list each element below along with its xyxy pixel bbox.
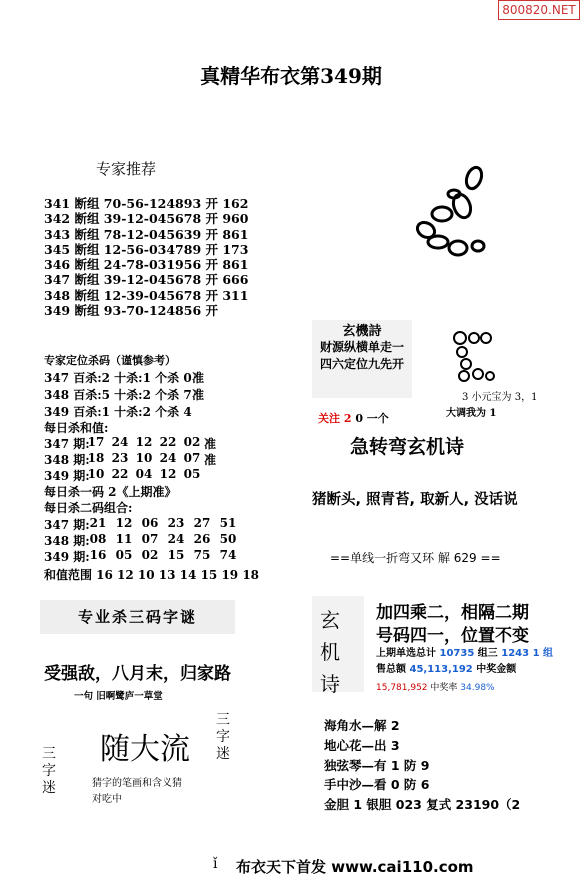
sum-kill-num: 07 (183, 451, 201, 465)
sum-kill-row (44, 451, 217, 468)
kill-code-text: 349 百杀:1 十杀:2 个杀 4 (44, 405, 192, 419)
kill-two-label: 347 期: (44, 518, 90, 532)
sum-kill-num: 02 (183, 435, 201, 449)
history-row: 348 断组 12-39-045678 开 311 (44, 287, 249, 303)
history-row: 343 断组 78-12-045639 开 861 (44, 226, 249, 242)
kill-two-num: 05 (115, 548, 133, 562)
coin-string-icon (448, 330, 508, 388)
sum-kill-row (44, 435, 217, 452)
sum-kill-label: 349 期: (44, 469, 90, 483)
kill-two-num: 50 (219, 532, 237, 546)
sum-kill-mark: 准 (204, 437, 217, 451)
xuanji-label: 玄机诗 (320, 608, 340, 696)
riddle-side-left: 三字迷 (42, 746, 56, 796)
prize-value: 15,781,952 (376, 683, 428, 693)
kill-two-row (44, 548, 237, 565)
kill-one-code: 每日杀一码 2《上期准》 (44, 485, 177, 499)
sum-kill-num: 04 (135, 467, 153, 481)
single-line-suffix: == (480, 551, 501, 565)
poem-title: 玄機詩 (342, 324, 382, 339)
ink-doodle-icon (402, 160, 494, 258)
kill-two-num: 26 (193, 532, 211, 546)
stats-row (376, 680, 495, 693)
kill-two-num: 06 (141, 516, 159, 530)
kill-two-num: 24 (167, 532, 185, 546)
kill-code-row (44, 369, 205, 386)
single-line-answer: 解 629 (437, 551, 477, 565)
kill-two-num: 15 (167, 548, 185, 562)
riddle-side-right: 三字迷 (216, 712, 230, 762)
kill-code-mark: 准 (192, 371, 205, 385)
kill-two-label: 349 期: (44, 550, 90, 564)
kill-code-row (44, 386, 205, 403)
kill-code-text: 347 百杀:2 十杀:1 个杀 0 (44, 371, 192, 385)
sum-kill-num: 22 (111, 467, 129, 481)
sum-range: 和值范围 16 12 10 13 14 15 19 18 (44, 568, 260, 582)
kill-two-row (44, 516, 237, 533)
sum-kill-label: 347 期: (44, 437, 90, 451)
kill-two-num: 75 (193, 548, 211, 562)
sum-kill-num: 24 (159, 451, 177, 465)
riddle-note-line: 对吃中 (92, 794, 122, 805)
kill-two-row (44, 532, 237, 549)
stats-row (376, 660, 516, 675)
sum-kill-row (44, 467, 201, 484)
riddle-hint: 一句 旧啊鹭庐一草堂 (74, 691, 163, 702)
kill-two-num: 51 (219, 516, 237, 530)
sales-value: 45,113,192 (409, 664, 473, 675)
kill-two-num: 16 (89, 548, 107, 562)
four-phrase: 猪断头, 照青苔, 取新人, 没话说 (312, 492, 518, 508)
kill-code-mark: 准 (192, 388, 205, 402)
rate-value: 34.98% (460, 683, 495, 693)
sum-kill-heading: 每日杀和值: (44, 421, 109, 435)
sum-kill-num: 23 (111, 451, 129, 465)
history-row: 342 断组 39-12-045678 开 960 (44, 211, 249, 227)
prize-label: 中奖金额 (476, 664, 517, 675)
stat-group-value: 1243 1 组 (501, 648, 554, 659)
kill-two-num: 08 (89, 532, 107, 546)
sum-kill-num: 12 (159, 467, 177, 481)
rate-label: 中奖率 (430, 683, 458, 693)
kill-two-label: 348 期: (44, 534, 90, 548)
kill-code-heading: 专家定位杀码（谨慎参考） (44, 354, 176, 367)
sum-kill-num: 22 (159, 435, 177, 449)
expert-history-list (44, 196, 248, 318)
footer-banner[interactable]: 布衣天下首发 www.cai110.com (236, 858, 474, 876)
kill-two-num: 27 (193, 516, 211, 530)
tip-line: 金胆 1 银胆 023 复式 23190（2 (324, 797, 521, 812)
footer-mark-icon: ǐ (213, 856, 218, 872)
sum-kill-num: 17 (87, 435, 105, 449)
kill-code-text: 348 百杀:5 十杀:2 个杀 7 (44, 388, 192, 402)
stats-row (376, 644, 553, 659)
tip-line: 独弦琴—有 1 防 9 (324, 758, 430, 773)
history-row: 347 断组 39-12-045678 开 666 (44, 272, 249, 288)
sales-label: 售总额 (376, 664, 406, 675)
follow-black: 0 一个 (355, 412, 389, 425)
sum-kill-num: 18 (87, 451, 105, 465)
kill-two-num: 23 (167, 516, 185, 530)
sum-kill-label: 348 期: (44, 453, 90, 467)
note-a: 3 小元宝为 3，1 (462, 392, 538, 403)
history-row: 341 断组 70-56-124893 开 162 (44, 196, 249, 211)
riddle-note (92, 776, 182, 808)
riddle-note-line: 猜字的笔画和含义猜 (92, 778, 182, 789)
sum-kill-num: 10 (87, 467, 105, 481)
tip-line: 手中沙—看 0 防 6 (324, 777, 430, 792)
kill-two-num: 21 (89, 516, 107, 530)
page-title: 真精华布衣第349期 (200, 64, 382, 88)
big-riddle: 随大流 (100, 732, 190, 767)
sum-kill-mark: 准 (204, 453, 217, 467)
kill-two-num: 11 (115, 532, 133, 546)
sum-kill-num: 12 (135, 435, 153, 449)
sum-kill-num: 10 (135, 451, 153, 465)
follow-red: 关注 2 (318, 412, 352, 425)
sum-kill-num: 05 (183, 467, 201, 481)
kill-two-num: 02 (141, 548, 159, 562)
riddle-heading: 专业杀三码字谜 (77, 608, 197, 626)
stat-group-label: 组三 (477, 648, 498, 659)
site-badge[interactable]: 800820.NET (498, 0, 580, 20)
kill-two-num: 07 (141, 532, 159, 546)
expert-heading: 专家推荐 (96, 160, 157, 178)
kill-two-heading: 每日杀二码组合: (44, 501, 133, 515)
mystic-heading: 急转弯玄机诗 (350, 436, 465, 458)
sum-kill-num: 24 (111, 435, 129, 449)
tip-line: 地心花—出 3 (324, 738, 400, 753)
kill-code-row (44, 403, 192, 420)
note-b: 大调我为 1 (446, 408, 497, 419)
history-row: 345 断组 12-56-034789 开 173 (44, 241, 249, 257)
riddle-text: 受强敌，八月末，归家路 (44, 664, 231, 684)
follow-note (318, 410, 389, 426)
xuanji-line: 加四乘二，相隔二期 (376, 603, 529, 623)
poem-line: 四六定位九先开 (319, 357, 404, 371)
kill-two-num: 74 (219, 548, 237, 562)
history-row: 346 断组 24-78-031956 开 861 (44, 257, 249, 273)
stat-value: 10735 (439, 648, 475, 659)
history-row: 349 断组 93-70-124856 开 (44, 303, 218, 319)
single-line-prefix: ==单线一折弯又环 (330, 551, 435, 565)
stat-label: 上期单选总计 (376, 648, 436, 659)
tip-line: 海角水—解 2 (324, 718, 400, 733)
poem-line: 财源纵横单走一 (319, 340, 404, 354)
xuanji-line: 号码四一，位置不变 (376, 626, 529, 646)
kill-two-num: 12 (115, 516, 133, 530)
single-line-note (330, 549, 501, 566)
